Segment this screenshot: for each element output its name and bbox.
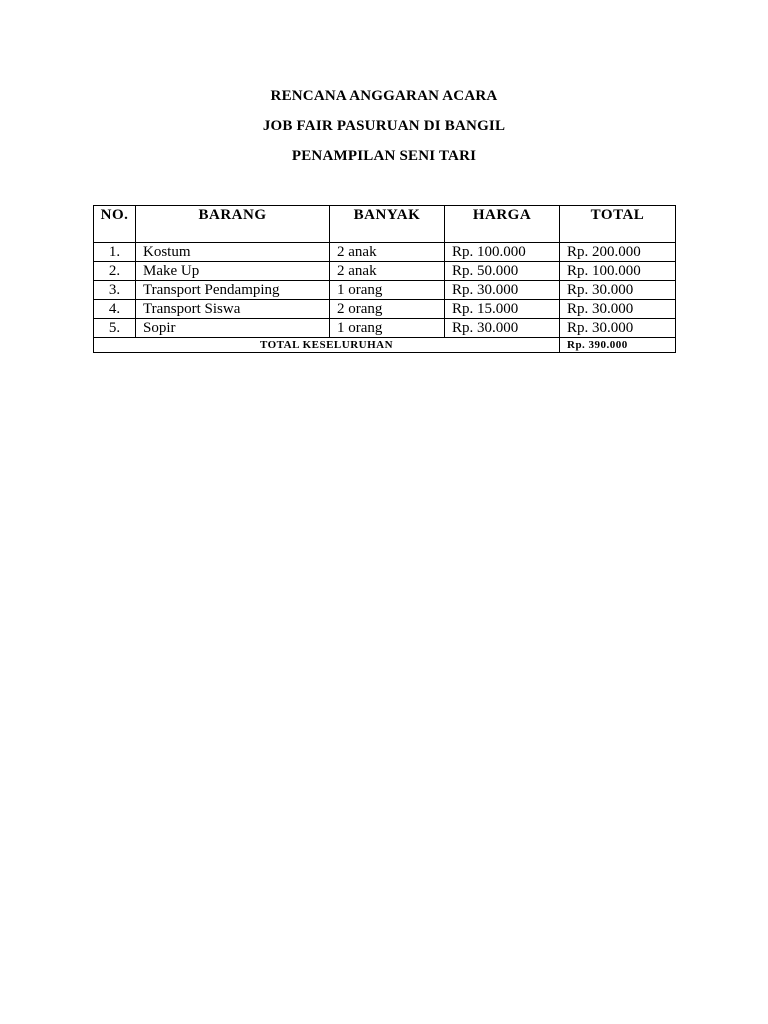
document-subtitle-event: JOB FAIR PASURUAN DI BANGIL [262,118,506,134]
column-header-barang: BARANG [136,206,330,243]
cell-total: Rp. 30.000 [560,300,676,319]
cell-banyak: 2 orang [330,300,445,319]
table-row [94,243,676,262]
cell-total: Rp. 30.000 [560,281,676,300]
cell-barang: Kostum [136,243,330,262]
cell-banyak: 2 anak [330,262,445,281]
cell-harga: Rp. 30.000 [445,319,560,338]
table-row [94,300,676,319]
cell-no: 4. [94,300,136,319]
table-header-row [94,206,676,243]
cell-no: 1. [94,243,136,262]
table-row [94,281,676,300]
cell-no: 2. [94,262,136,281]
grand-total-row [94,338,676,353]
cell-harga: Rp. 15.000 [445,300,560,319]
cell-harga: Rp. 50.000 [445,262,560,281]
cell-barang: Sopir [136,319,330,338]
column-header-banyak: BANYAK [330,206,445,243]
cell-harga: Rp. 100.000 [445,243,560,262]
cell-banyak: 2 anak [330,243,445,262]
column-header-harga: HARGA [445,206,560,243]
cell-no: 5. [94,319,136,338]
document-title: RENCANA ANGGARAN ACARA [270,88,498,104]
cell-no: 3. [94,281,136,300]
column-header-no: NO. [94,206,136,243]
cell-barang: Make Up [136,262,330,281]
column-header-total: TOTAL [560,206,676,243]
cell-banyak: 1 orang [330,281,445,300]
document-subtitle-performance: PENAMPILAN SENI TARI [291,148,477,164]
cell-total: Rp. 100.000 [560,262,676,281]
cell-total: Rp. 200.000 [560,243,676,262]
cell-banyak: 1 orang [330,319,445,338]
cell-harga: Rp. 30.000 [445,281,560,300]
table-row [94,319,676,338]
budget-table [93,205,676,353]
cell-barang: Transport Siswa [136,300,330,319]
cell-barang: Transport Pendamping [136,281,330,300]
grand-total-value: Rp. 390.000 [560,338,676,353]
cell-total: Rp. 30.000 [560,319,676,338]
grand-total-label: TOTAL KESELURUHAN [94,338,560,353]
table-row [94,262,676,281]
